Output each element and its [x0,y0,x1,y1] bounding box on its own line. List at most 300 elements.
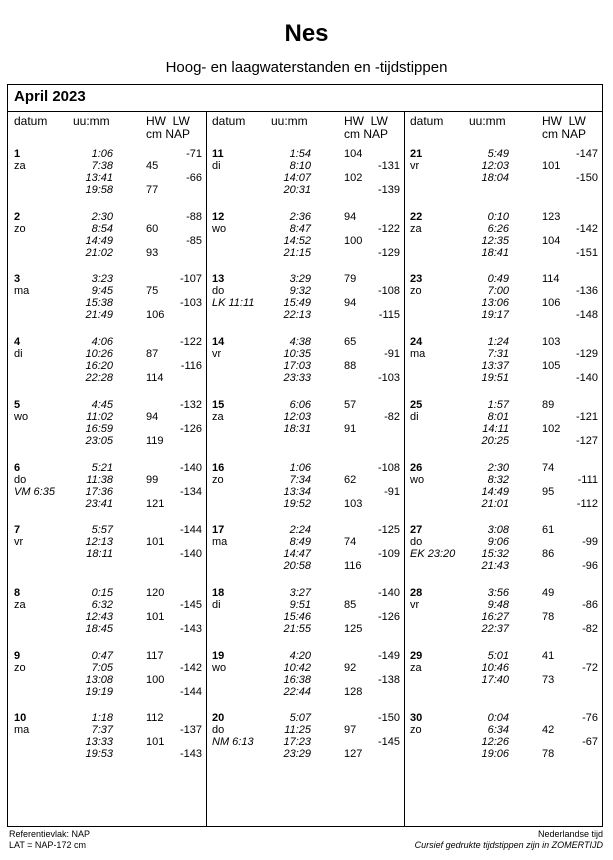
tide-time: 18:11 [86,548,113,561]
day-entry [8,336,206,394]
tide-time: 12:13 [85,536,113,549]
tide-time: 12:35 [481,234,509,247]
day-entry [8,148,206,206]
tide-time: 6:32 [91,598,113,611]
tide-time: 10:46 [481,661,509,674]
header-datum: datum [410,114,444,128]
header-hw-lw: HW LW [542,114,586,128]
header-time: uu:mm [469,114,506,128]
tide-time: 16:38 [283,673,311,686]
weekday: di [410,410,419,423]
weekday: zo [212,473,224,486]
tide-time: 21:49 [85,309,113,322]
tide-time: 2:30 [487,461,509,474]
moon-phase: NM 6:13 [212,736,254,749]
low-water-level: -150 [575,172,598,184]
weekday: zo [14,661,26,674]
tide-time: 9:51 [289,598,311,611]
high-water-level: 74 [542,461,555,474]
day-number: 28 [410,586,423,599]
tide-time: 1:24 [487,336,509,349]
tide-time: 21:15 [283,246,311,259]
high-water-level: 87 [146,348,159,361]
low-water-level: -144 [179,524,202,537]
tide-time: 0:49 [487,273,509,286]
tide-time: 5:01 [487,649,509,662]
tide-time: 23:29 [283,748,311,761]
tide-time: 13:06 [481,297,509,310]
weekday: do [212,724,225,737]
header-datum: datum [14,114,48,128]
tide-time: 20:58 [283,560,311,573]
tide-time: 12:03 [481,160,509,172]
high-water-level: 127 [344,748,363,761]
day-number: 17 [212,524,225,537]
high-water-level: 42 [542,724,555,737]
low-water-level: -107 [179,273,202,286]
low-water-level: -140 [179,461,202,474]
day-entry [404,712,602,770]
low-water-level: -134 [179,485,202,498]
header-time: uu:mm [73,114,110,128]
high-water-level: 119 [146,434,164,447]
high-water-level: 100 [344,234,363,247]
high-water-level: 45 [146,160,159,172]
low-water-level: -72 [582,661,598,674]
tide-time: 11:02 [86,410,113,423]
header-hw-lw: HW LW [146,114,190,128]
day-number: 2 [14,210,21,223]
high-water-level: 79 [344,273,357,286]
day-entry [8,399,206,457]
tide-time: 20:25 [481,434,509,447]
high-water-level: 102 [542,422,561,435]
tide-time: 12:26 [481,736,509,749]
low-water-level: -122 [179,336,202,349]
tide-time: 0:10 [487,210,509,223]
tide-time: 9:45 [91,285,113,298]
day-entry [8,211,206,269]
weekday: zo [410,724,422,737]
day-number: 29 [410,649,423,662]
low-water-level: -96 [582,560,598,573]
day-number: 21 [410,148,423,160]
header-unit: cm NAP [542,127,587,141]
tide-time: 22:13 [283,309,311,322]
tide-time: 14:49 [481,485,509,498]
low-water-level: -149 [377,649,400,662]
low-water-level: -111 [577,473,598,486]
low-water-level: -82 [384,410,400,423]
low-water-level: -91 [384,348,400,361]
high-water-level: 94 [146,410,159,423]
weekday: vr [410,160,420,172]
day-number: 23 [410,273,423,286]
day-number: 8 [14,586,21,599]
tide-time: 15:49 [283,297,311,310]
day-entry [206,524,404,582]
low-water-level: -122 [377,222,400,235]
weekday: wo [14,410,29,423]
tide-time: 21:55 [283,622,311,635]
day-number: 15 [212,398,225,411]
weekday: za [14,598,26,611]
high-water-level: 92 [344,661,357,674]
tide-time: 18:41 [481,246,509,259]
tide-time: 4:06 [91,336,113,349]
weekday: wo [410,473,425,486]
low-water-level: -86 [582,598,598,611]
day-entry [404,399,602,457]
low-water-level: -131 [377,160,400,172]
day-number: 11 [212,148,224,160]
low-water-level: -137 [179,724,202,737]
weekday: ma [410,348,426,361]
high-water-level: 106 [146,309,165,322]
day-number: 27 [410,524,423,537]
tide-time: 3:56 [487,586,509,599]
high-water-level: 101 [146,610,165,623]
high-water-level: 114 [542,273,560,286]
high-water-level: 41 [542,649,555,662]
high-water-level: 112 [146,712,164,725]
day-number: 9 [14,649,21,662]
high-water-level: 60 [146,222,159,235]
header-levels [146,115,190,141]
month-heading: April 2023 [14,88,86,105]
tide-time: 19:58 [85,184,113,196]
high-water-level: 62 [344,473,357,486]
day-entry [404,587,602,645]
day-entry [206,650,404,708]
tide-time: 13:34 [283,485,311,498]
day-number: 7 [14,524,21,537]
high-water-level: 101 [146,536,165,549]
tide-time: 14:07 [283,172,311,184]
tide-time: 10:35 [283,348,311,361]
tide-time: 17:36 [85,485,113,498]
high-water-level: 86 [542,548,555,561]
tide-time: 8:32 [487,473,509,486]
tide-time: 17:03 [283,360,311,373]
high-water-level: 114 [146,372,164,385]
low-water-level: -108 [377,285,400,298]
weekday: za [410,661,422,674]
high-water-level: 102 [344,172,363,184]
tide-time: 6:26 [487,222,509,235]
low-water-level: -126 [377,610,400,623]
day-entry [206,462,404,520]
day-number: 22 [410,210,423,223]
high-water-level: 97 [344,724,357,737]
high-water-level: 74 [344,536,357,549]
day-entry [206,148,404,206]
day-number: 19 [212,649,225,662]
tide-time: 8:49 [289,536,311,549]
tide-time: 16:59 [85,422,113,435]
tide-time: 14:47 [283,548,311,561]
tide-time: 9:06 [487,536,509,549]
day-number: 12 [212,210,225,223]
high-water-level: 94 [344,210,357,223]
tide-time: 19:51 [481,372,509,385]
tide-time: 4:38 [289,336,311,349]
reference-note [9,829,90,851]
tide-time: 19:19 [85,685,113,698]
low-water-level: -151 [575,246,598,259]
tide-time: 0:04 [487,712,509,725]
tide-time: 13:08 [85,673,113,686]
tide-time: 1:18 [91,712,113,725]
high-water-level: 117 [146,649,164,662]
low-water-level: -142 [575,222,598,235]
low-water-level: -147 [575,148,598,160]
high-water-level: 116 [344,560,362,573]
weekday: za [410,222,422,235]
tide-time: 9:32 [289,285,311,298]
day-entry [404,524,602,582]
moon-phase: VM 6:35 [14,485,55,498]
tide-time: 21:01 [481,497,509,510]
day-number: 24 [410,336,423,349]
weekday: di [212,598,221,611]
high-water-level: 85 [344,598,357,611]
tide-time: 4:45 [91,398,113,411]
high-water-level: 105 [542,360,561,373]
tide-table [7,84,603,827]
low-water-level: -138 [377,673,400,686]
tide-time: 3:27 [289,586,311,599]
day-entry [8,273,206,331]
day-number: 6 [14,461,21,474]
day-entry [404,273,602,331]
tide-time: 17:23 [283,736,311,749]
tide-time: 8:10 [289,160,311,172]
lat-note: LAT = NAP-172 cm [9,840,86,850]
low-water-level: -121 [575,410,598,423]
timezone-note: Nederlandse tijd [537,829,603,839]
day-number: 14 [212,336,225,349]
low-water-level: -103 [179,297,202,310]
high-water-level: 75 [146,285,159,298]
tide-time: 21:02 [85,246,113,259]
tide-time: 2:24 [289,524,311,537]
tide-time: 7:31 [487,348,509,361]
tide-time: 15:32 [481,548,509,561]
low-water-level: -85 [186,234,202,247]
tide-time: 22:44 [283,685,311,698]
weekday: zo [14,222,26,235]
tide-time: 13:41 [85,172,113,184]
day-number: 18 [212,586,225,599]
low-water-level: -103 [377,372,400,385]
weekday: ma [212,536,228,549]
tide-time: 18:31 [283,422,311,435]
tide-time: 7:00 [487,285,509,298]
header-divider [8,111,602,112]
weekday: di [14,348,23,361]
reference-level: Referentievlak: NAP [9,829,91,839]
tide-time: 8:47 [289,222,311,235]
high-water-level: 121 [146,497,165,510]
high-water-level: 89 [542,398,555,411]
low-water-level: -108 [377,461,400,474]
tide-time: 20:31 [283,184,311,196]
weekday: wo [212,222,227,235]
tide-time: 5:57 [91,524,113,537]
weekday: zo [410,285,422,298]
high-water-level: 104 [344,148,363,160]
high-water-level: 88 [344,360,357,373]
low-water-level: -145 [377,736,400,749]
high-water-level: 101 [542,160,561,172]
low-water-level: -150 [377,712,400,725]
low-water-level: -136 [575,285,598,298]
low-water-level: -142 [179,661,202,674]
high-water-level: 73 [542,673,555,686]
day-number: 20 [212,712,225,725]
tide-time: 11:38 [86,473,113,486]
tide-time: 22:28 [85,372,113,385]
tide-time: 2:30 [91,210,113,223]
high-water-level: 99 [146,473,159,486]
high-water-level: 103 [542,336,561,349]
day-entry [404,211,602,269]
tide-time: 9:48 [487,598,509,611]
tide-time: 16:20 [85,360,113,373]
low-water-level: -99 [582,536,598,549]
high-water-level: 94 [344,297,357,310]
high-water-level: 95 [542,485,555,498]
day-entry [404,336,602,394]
day-entry [206,712,404,770]
weekday: ma [14,724,30,737]
tide-time: 6:34 [487,724,509,737]
high-water-level: 120 [146,586,165,599]
high-water-level: 57 [344,398,357,411]
day-entry [404,650,602,708]
header-unit: cm NAP [146,127,191,141]
weekday: vr [410,598,420,611]
high-water-level: 125 [344,622,363,635]
low-water-level: -140 [179,548,202,561]
tide-time: 17:40 [481,673,509,686]
weekday: za [212,410,224,423]
low-water-level: -140 [377,586,400,599]
tide-time: 3:29 [289,273,311,286]
tide-time: 2:36 [289,210,311,223]
tide-time: 23:41 [85,497,113,510]
low-water-level: -71 [186,148,202,160]
tide-time: 1:54 [289,148,311,160]
low-water-level: -88 [186,210,202,223]
tide-time: 14:11 [482,422,509,435]
page-subtitle: Hoog- en laagwaterstanden en -tijdstippen [165,59,448,76]
high-water-level: 78 [542,748,555,761]
weekday: do [410,536,423,549]
weekday: za [14,160,26,172]
page-title: Nes [284,20,329,47]
low-water-level: -91 [384,485,400,498]
low-water-level: -129 [575,348,598,361]
low-water-level: -67 [582,736,598,749]
weekday: vr [14,536,24,549]
day-entry [206,211,404,269]
header-levels [344,115,388,141]
tide-time: 12:43 [85,610,113,623]
moon-phase: EK 23:20 [410,548,456,561]
high-water-level: 91 [344,422,357,435]
high-water-level: 61 [542,524,555,537]
day-entry [8,587,206,645]
high-water-level: 65 [344,336,357,349]
tide-time: 18:45 [85,622,113,635]
header-levels [542,115,586,141]
tide-time: 7:34 [289,473,311,486]
high-water-level: 78 [542,610,555,623]
tide-time: 23:33 [283,372,311,385]
day-number: 10 [14,712,27,725]
day-entry [8,712,206,770]
tide-time: 15:38 [85,297,113,310]
day-number: 26 [410,461,423,474]
weekday: di [212,160,221,172]
moon-phase: LK 11:11 [212,297,255,310]
day-number: 16 [212,461,225,474]
tide-time: 14:49 [85,234,113,247]
tide-time: 19:52 [283,497,311,510]
tide-time: 6:06 [289,398,311,411]
high-water-level: 123 [542,210,561,223]
header-time: uu:mm [271,114,308,128]
tide-time: 23:05 [85,434,113,447]
high-water-level: 101 [146,736,165,749]
low-water-level: -125 [377,524,400,537]
tide-time: 8:01 [487,410,509,423]
time-note [415,829,603,851]
tide-time: 10:26 [85,348,113,361]
low-water-level: -145 [179,598,202,611]
day-number: 30 [410,712,423,725]
header-hw-lw: HW LW [344,114,388,128]
high-water-level: 103 [344,497,363,510]
low-water-level: -116 [180,360,202,373]
tide-time: 22:37 [481,622,509,635]
weekday: vr [212,348,222,361]
high-water-level: 77 [146,184,159,196]
tide-time: 21:43 [481,560,509,573]
day-entry [404,148,602,206]
low-water-level: -143 [179,622,202,635]
tide-time: 1:57 [487,398,509,411]
day-entry [206,399,404,457]
low-water-level: -115 [378,309,400,322]
day-number: 3 [14,273,21,286]
tide-time: 7:38 [91,160,113,172]
high-water-level: 49 [542,586,555,599]
low-water-level: -139 [377,184,400,196]
high-water-level: 100 [146,673,165,686]
tide-time: 7:37 [91,724,113,737]
day-entry [404,462,602,520]
low-water-level: -76 [582,712,598,725]
weekday: ma [14,285,30,298]
low-water-level: -140 [575,372,598,385]
header-datum: datum [212,114,246,128]
tide-time: 5:49 [487,148,509,160]
tide-time: 0:15 [91,586,113,599]
low-water-level: -148 [575,309,598,322]
